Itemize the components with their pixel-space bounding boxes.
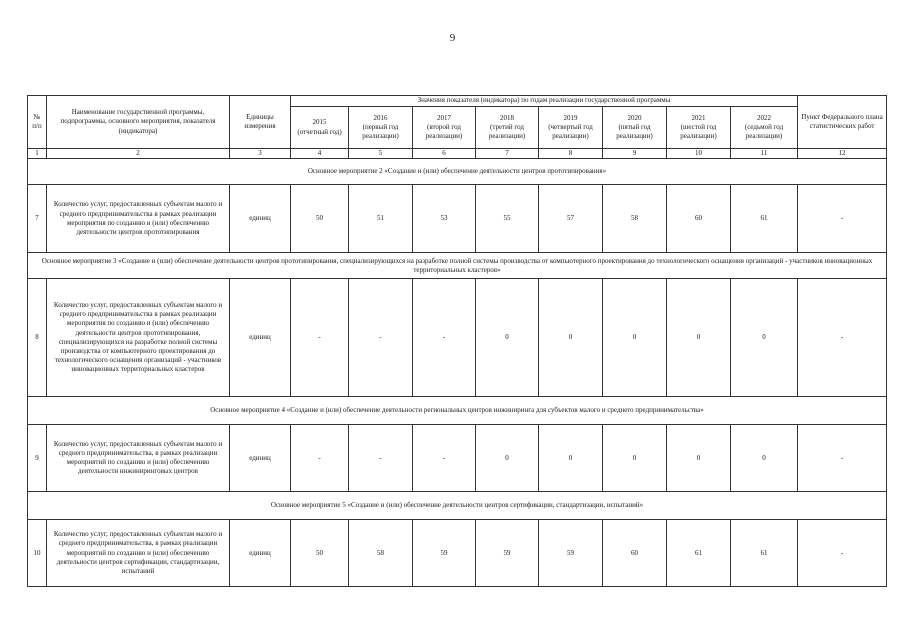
header-year-label: 2019 [563,113,578,122]
column-number: 3 [230,149,291,159]
column-number: 10 [667,149,731,159]
value-cell: 51 [349,185,413,253]
page-number: 9 [449,32,456,44]
header-year-note: (пятый год реализации) [616,122,653,141]
header-plan: Пункт Федерального плана статистических работ [798,96,887,149]
header-year-2022 [731,107,798,149]
table-row [28,185,887,253]
header-year-label: 2015 [312,118,327,127]
table-row [28,279,887,397]
section-title: Основное мероприятие 4 «Создание и (или) обеспечение деятельности региональных центров инжиниринга для субъектов малого и среднего предпринимательства» [28,397,887,425]
value-cell: 0 [603,425,667,492]
header-years-group: Значения показателя (индикатора) по годам реализации государственной программы [291,96,798,107]
column-number: 1 [28,149,47,159]
section-row [28,492,887,520]
value-cell: 61 [667,520,731,587]
header-unit: Единицы измерения [230,96,291,149]
value-cell: - [413,279,476,397]
header-year-2020 [603,107,667,149]
header-year-2017 [413,107,476,149]
column-number: 8 [539,149,603,159]
value-cell: 0 [731,425,798,492]
column-number: 12 [798,149,887,159]
value-cell: 58 [603,185,667,253]
plan-cell: - [798,425,887,492]
column-number: 11 [731,149,798,159]
value-cell: 61 [731,185,798,253]
header-year-2021 [667,107,731,149]
column-number: 7 [476,149,539,159]
column-numbers-row [28,149,887,159]
value-cell: - [413,425,476,492]
header-year-2016 [349,107,413,149]
value-cell: - [291,425,349,492]
plan-cell: - [798,520,887,587]
value-cell: - [349,425,413,492]
column-number: 6 [413,149,476,159]
column-number: 4 [291,149,349,159]
value-cell: 0 [476,425,539,492]
header-year-label: 2022 [757,113,771,122]
unit-cell: единиц [230,185,291,253]
value-cell: 0 [476,279,539,397]
header-year-note: (третий год реализации) [488,122,526,141]
indicator-name: Количество услуг, предоставленных субъектам малого и среднего предпринимательства в рамках реализации мероприятия по созданию и (или) обеспечению деятельности центров прототипирования, специализирующихся на разработке полной системы производства от компьютерного проектирования до технологического оснащения организаций - участников инновационных территориальных кластеров [47,279,230,397]
header-num: № п/п [28,96,47,149]
header-year-label: 2020 [627,113,642,122]
value-cell: - [291,279,349,397]
column-number: 9 [603,149,667,159]
value-cell: 0 [539,279,603,397]
value-cell: 50 [291,185,349,253]
header-year-note: (четвертый год реализации) [548,122,593,141]
header-year-2019 [539,107,603,149]
value-cell: - [349,279,413,397]
column-number: 5 [349,149,413,159]
row-number: 10 [28,520,47,587]
header-year-label: 2016 [373,113,388,122]
section-row [28,159,887,185]
section-title: Основное мероприятие 3 «Создание и (или) обеспечение деятельности центров прототипирования, специализирующихся на разработке полной системы производства от компьютерного проектирования до технологического оснащения организаций - участников инновационных территориальных кластеров» [28,253,887,279]
section-row [28,397,887,425]
table-row [28,520,887,587]
section-title: Основное мероприятие 5 «Создание и (или) обеспечение деятельности центров сертификации, стандартизации, испытаний» [28,492,887,520]
value-cell: 60 [667,185,731,253]
value-cell: 0 [539,425,603,492]
section-title: Основное мероприятие 2 «Создание и (или) обеспечение деятельности центров прототипирования» [28,159,887,185]
value-cell: 59 [539,520,603,587]
header-year-note: (второй год реализации) [425,122,463,141]
row-number: 8 [28,279,47,397]
unit-cell: единиц [230,279,291,397]
plan-cell: - [798,185,887,253]
value-cell: 61 [731,520,798,587]
value-cell: 55 [476,185,539,253]
header-year-label: 2021 [691,113,706,122]
value-cell: 59 [476,520,539,587]
table-row [28,425,887,492]
value-cell: 0 [667,279,731,397]
header-year-2015 [291,107,349,149]
row-number: 9 [28,425,47,492]
section-row [28,253,887,279]
indicator-name: Количество услуг, предоставленных субъектам малого и среднего предпринимательства в рамках реализации мероприятия по созданию и (или) обеспечению деятельности центров прототипирования [47,185,230,253]
value-cell: 60 [603,520,667,587]
table-body [28,159,887,587]
row-number: 7 [28,185,47,253]
value-cell: 0 [667,425,731,492]
header-year-note: (отчетный год) [297,127,342,136]
header-year-label: 2018 [500,113,514,122]
unit-cell: единиц [230,425,291,492]
value-cell: 0 [603,279,667,397]
column-number: 2 [47,149,230,159]
header-year-note: (шестой год реализации) [680,122,717,141]
value-cell: 58 [349,520,413,587]
value-cell: 57 [539,185,603,253]
unit-cell: единиц [230,520,291,587]
indicator-name: Количество услуг, предоставленных субъектам малого и среднего предпринимательства, в рамках реализации мероприятий по созданию и (или) обеспечению деятельности центров сертификации, стандартизации, испытаний [47,520,230,587]
indicator-name: Количество услуг, предоставленных субъектам малого и среднего предпринимательства, в рамках реализации мероприятий по созданию и (или) обеспечению деятельности инжиниринговых центров [47,425,230,492]
indicators-table [27,95,887,587]
header-year-2018 [476,107,539,149]
value-cell: 0 [731,279,798,397]
header-year-label: 2017 [437,113,451,122]
plan-cell: - [798,279,887,397]
header-year-note: (первый год реализации) [362,122,399,141]
value-cell: 53 [413,185,476,253]
value-cell: 59 [413,520,476,587]
header-name: Наименование государственной программы, подпрограммы, основного мероприятия, показателя (индикатора) [47,96,230,149]
value-cell: 50 [291,520,349,587]
header-year-note: (седьмой год реализации) [744,122,784,141]
